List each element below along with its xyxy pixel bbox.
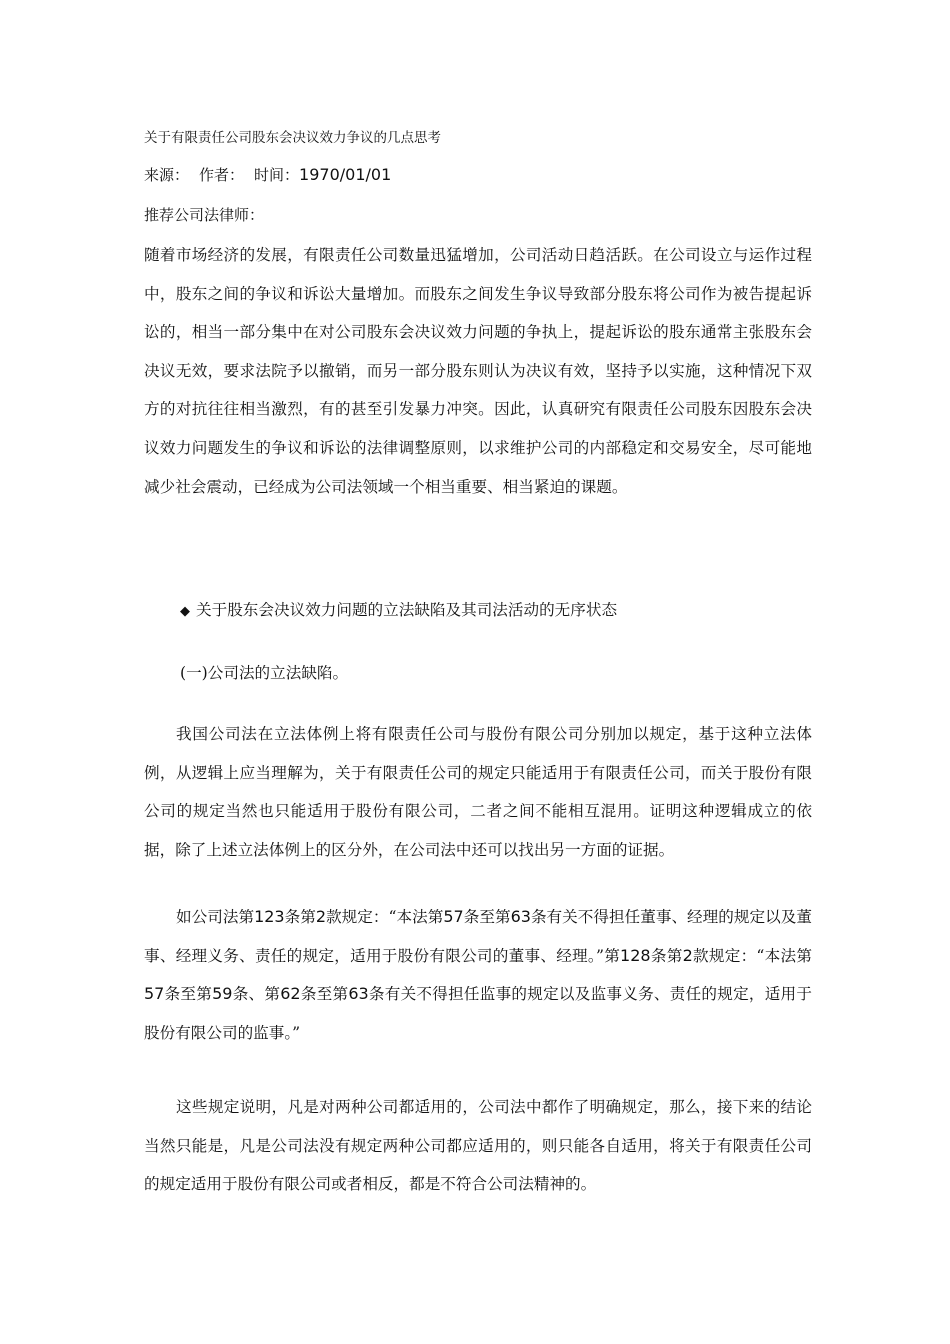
time-label: 时间：: [254, 166, 300, 184]
intro-paragraph: 随着市场经济的发展，有限责任公司数量迅猛增加，公司活动日趋活跃。在公司设立与运作过程中，股东之间的争议和诉讼大量增加。而股东之间发生争议导致部分股东将公司作为被告提起诉讼的，相当一部分集中在对公司股东会决议效力问题的争执上，提起诉讼的股东通常主张股东会决议无效，要求法院予以撤销，而另一部分股东则认为决议有效，坚持予以实施，这种情况下双方的对抗往往相当激烈，有的甚至引发暴力冲突。因此，认真研究有限责任公司股东因股东会决议效力问题发生的争议和诉讼的法律调整原则，以求维护公司的内部稳定和交易安全，尽可能地减少社会震动，已经成为公司法领域一个相当重要、相当紧迫的课题。: [144, 246, 812, 496]
subheading: (一)公司法的立法缺陷。: [180, 664, 349, 682]
paragraph-conclusion: 这些规定说明，凡是对两种公司都适用的，公司法中都作了明确规定，那么，接下来的结论当然只能是，凡是公司法没有规定两种公司都应适用的，则只能各自适用，将关于有限责任公司的规定适用于股份有限公司或者相反，都是不符合公司法精神的。: [144, 1098, 812, 1194]
meta-line: [144, 164, 391, 186]
section-heading-text: 关于股东会决议效力问题的立法缺陷及其司法活动的无序状态: [196, 601, 618, 619]
section-heading: [180, 597, 617, 625]
paragraph-legislative-structure: 我国公司法在立法体例上将有限责任公司与股份有限公司分别加以规定，基于这种立法体例，从逻辑上应当理解为，关于有限责任公司的规定只能适用于有限责任公司，而关于股份有限公司的规定当然也只能适用于股份有限公司，二者之间不能相互混用。证明这种逻辑成立的依据，除了上述立法体例上的区分外，在公司法中还可以找出另一方面的证据。: [144, 725, 812, 859]
paragraph-article-citations: 如公司法第123条第2款规定：“本法第57条至第63条有关不得担任董事、经理的规定以及董事、经理义务、责任的规定，适用于股份有限公司的董事、经理。”第128条第2款规定：“本法第57条至第59条、第62条至第63条有关不得担任监事的规定以及监事义务、责任的规定，适用于股份有限公司的监事。”: [144, 907, 812, 1042]
publish-date: 1970/01/01: [299, 165, 392, 184]
author-label: 作者：: [199, 166, 245, 184]
document-title: 关于有限责任公司股东会决议效力争议的几点思考: [144, 130, 441, 146]
source-label: 来源：: [144, 166, 190, 184]
diamond-bullet-icon: ◆: [180, 604, 190, 619]
recommend-lawyer: 推荐公司法律师：: [144, 206, 265, 224]
